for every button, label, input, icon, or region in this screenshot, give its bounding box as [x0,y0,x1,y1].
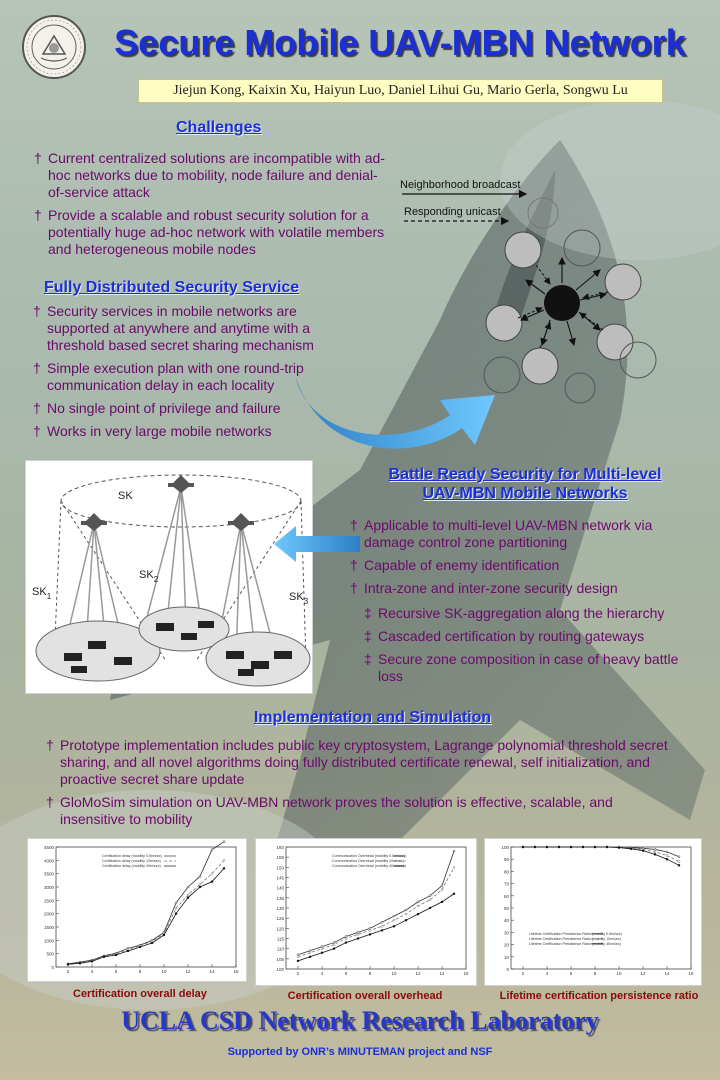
x-tick-label: 16 [463,971,469,976]
data-point [618,847,620,849]
data-point [151,942,153,944]
y-tick-label: 145 [276,875,284,881]
data-point [309,950,311,952]
data-point [642,850,644,852]
list-item: † Capable of enemy identification [350,557,560,573]
y-tick-label: 3000 [43,885,54,890]
x-tick-label: 10 [161,969,167,974]
lab-name: UCLA CSD Network Research Laboratory [121,1006,599,1035]
data-point [654,848,656,850]
x-tick-label: 2 [521,971,525,976]
data-point [175,913,177,915]
data-point [429,907,431,909]
x-tick-label: 6 [114,969,118,974]
sk1-label: $SK_1$ [32,586,52,601]
dagger-bullet-icon: † [46,794,54,810]
x-tick-label: 12 [640,971,646,976]
sk-label: SK [118,490,133,502]
data-point [369,929,371,931]
x-tick-label: 4 [545,971,549,976]
hierarchy-figure [25,460,313,694]
data-point [321,952,323,954]
data-point [417,913,419,915]
network-node [620,342,656,378]
data-point [115,954,117,956]
x-tick-label: 10 [616,971,622,976]
data-point [534,846,536,848]
list-item: † Prototype implementation includes public key cryptosystem, Lagrange polynomial threshold secret sharing, and all novel algorithms doing fully distributed certificate renewal, self initialization, and proactive secret share update [46,737,668,787]
x-tick-label: 4 [90,969,94,974]
data-point [223,867,225,869]
data-point [558,846,560,848]
list-item: † Current centralized solutions are incompatible with ad-hoc networks due to mobility, node failure and denial-of-service attack [34,150,385,200]
x-tick-label: 6 [344,971,348,976]
x-tick-label: 6 [569,971,573,976]
x-tick-label: 12 [415,971,421,976]
legend-broadcast-label: Neighborhood broadcast [400,179,521,191]
y-tick-label: 3500 [43,871,54,877]
y-tick-label: 50 [503,906,509,911]
data-point [393,925,395,927]
chart-persistence-caption: Lifetime certification persistence ratio [499,990,699,1002]
data-point [127,950,129,952]
data-point [405,919,407,921]
y-tick-label: 1000 [43,938,54,944]
network-node [522,348,558,384]
data-point [369,927,371,929]
data-point [654,851,656,853]
university-seal-logo [21,14,87,80]
x-tick-label: 12 [185,969,191,974]
y-tick-label: 70 [503,881,509,887]
y-tick-label: 40 [503,918,509,924]
data-point [570,846,572,848]
legend-entry: Lifetime Certification Persistence Ratio (mobility 0.5m/sec) [529,931,622,936]
y-tick-label: 135 [276,895,284,901]
data-point [187,886,189,888]
y-tick-label: 2000 [43,911,54,917]
sk3-label: $SK_3$ [289,591,309,606]
battle-list [350,517,700,603]
data-point [393,919,395,921]
y-tick-label: 130 [276,906,284,911]
data-point [381,921,383,923]
legend-entry: Certification delay (mobility 0.5m/sec) [102,854,162,858]
data-point [163,934,165,936]
dagger-bullet-icon: † [34,207,42,223]
data-point [91,960,93,962]
data-point [453,866,455,868]
data-point [546,846,548,848]
support-note: Supported by ONR’s MINUTEMAN project and NSF [227,1046,493,1058]
data-point [357,938,359,940]
x-tick-label: 14 [664,971,670,976]
data-point [321,948,323,950]
y-tick-label: 2500 [43,898,54,904]
y-tick-label: 100 [276,967,284,972]
data-point [429,899,431,901]
battle-sub-list [364,605,694,691]
y-tick-label: 4500 [43,845,54,850]
curved-arrow-icon [290,370,510,460]
data-point [297,956,299,958]
dagger-bullet-icon: † [350,557,358,573]
x-tick-label: 8 [593,971,597,976]
data-point [187,894,189,896]
data-point [333,948,335,950]
data-point [381,929,383,931]
chart-persistence-panel [484,838,702,986]
y-tick-label: 155 [276,855,284,861]
x-tick-label: 8 [138,969,142,974]
data-point [594,846,596,848]
data-point [453,893,455,895]
network-node [486,305,522,341]
y-tick-label: 105 [276,956,284,962]
data-point [654,853,656,855]
network-node [505,232,541,268]
data-point [199,875,201,877]
data-point [666,851,668,853]
data-point [429,895,431,897]
data-point [417,901,419,903]
list-item: † Works in very large mobile networks [33,423,272,439]
data-point [297,960,299,962]
dagger-bullet-icon: † [33,400,41,416]
data-point [345,938,347,940]
data-point [211,849,213,851]
data-point [453,850,455,852]
y-tick-label: 120 [276,926,284,932]
list-item: ‡ Recursive SK-aggregation along the hierarchy [364,605,665,621]
y-tick-label: 125 [276,916,284,922]
dagger-bullet-icon: † [33,360,41,376]
y-tick-label: 100 [501,845,509,850]
data-point [333,942,335,944]
data-point [199,886,201,888]
legend-entry: Communication Overhead (mobility 0.5m/sec) [332,854,405,858]
left-arrow-icon [272,524,362,564]
y-tick-label: 140 [276,885,284,891]
data-point [678,861,680,863]
list-item: † GloMoSim simulation on UAV-MBN network proves the solution is effective, scalable, and insensitive to mobility [46,794,613,827]
dagger-bullet-icon: † [350,580,358,596]
data-point [405,913,407,915]
y-tick-label: 4000 [43,858,54,864]
data-point [357,931,359,933]
y-tick-label: 60 [503,893,509,899]
data-point [309,956,311,958]
data-point [79,962,81,964]
data-point [333,944,335,946]
legend-entry: Communication Overhead (mobility 40m/sec) [332,864,404,868]
data-point [441,885,443,887]
chart-overhead-panel [255,838,477,986]
challenges-heading: Challenges [176,119,262,136]
x-tick-label: 10 [391,971,397,976]
data-point [345,935,347,937]
list-item: † Intra-zone and inter-zone security design [350,580,618,596]
hierarchy-diagram [26,461,312,693]
battle-heading: Battle Ready Security for Multi-level UAV-MBN Mobile Networks [388,466,662,502]
x-tick-label: 4 [320,971,324,976]
data-point [175,902,177,904]
chart-delay [28,839,246,981]
data-point [678,856,680,858]
y-tick-label: 1500 [43,925,54,930]
data-point [187,897,189,899]
x-tick-label: 2 [66,969,70,974]
data-point [417,905,419,907]
dagger-bullet-icon: † [34,150,42,166]
implementation-heading: Implementation and Simulation [253,709,492,726]
chart-overhead-caption: Certification overall overhead [287,990,443,1002]
double-dagger-bullet-icon: ‡ [364,605,372,621]
list-item: † Simple execution plan with one round-trip communication delay in each locality [33,360,304,393]
data-point [309,952,311,954]
double-dagger-bullet-icon: ‡ [364,628,372,644]
data-point [223,841,225,843]
y-tick-label: 10 [503,954,509,960]
dagger-bullet-icon: † [350,517,358,533]
authors-banner: Jiejun Kong, Kaixin Xu, Haiyun Luo, Daniel Lihui Gu, Mario Gerla, Songwu Lu [138,79,663,103]
data-point [211,881,213,883]
list-item: ‡ Cascaded certification by routing gateways [364,628,645,644]
list-item: † Applicable to multi-level UAV-MBN network via damage control zone partitioning [350,517,653,550]
y-tick-label: 160 [276,845,284,850]
network-node [565,373,595,403]
data-point [582,846,584,848]
dagger-bullet-icon: † [33,303,41,319]
y-tick-label: 0 [51,965,54,970]
uav-icons [81,475,254,531]
list-item: † No single point of privilege and failure [33,400,281,416]
data-point [199,883,201,885]
x-tick-label: 14 [439,971,445,976]
data-point [103,956,105,958]
x-tick-label: 16 [233,969,239,974]
distributed-heading: Fully Distributed Security Service [44,279,300,296]
x-tick-label: 2 [296,971,300,976]
y-tick-label: 150 [276,865,284,871]
y-tick-label: 500 [46,951,54,957]
y-tick-label: 80 [503,869,509,875]
data-point [223,859,225,861]
dagger-bullet-icon: † [46,737,54,753]
double-dagger-bullet-icon: ‡ [364,651,372,667]
data-point [405,909,407,911]
legend-entry: Lifetime Certification Persistence Ratio (mobility 10m/sec) [529,936,621,941]
poster-title: Secure Mobile UAV-MBN Network [114,22,686,63]
x-tick-label: 8 [368,971,372,976]
series-line [68,868,224,964]
legend-entry: Communication Overhead (mobility 10m/sec) [332,859,404,863]
network-node [605,264,641,300]
y-tick-label: 90 [503,857,509,863]
series-line [298,867,454,956]
x-tick-label: 14 [209,969,215,974]
data-point [522,846,524,848]
legend-unicast-label: Responding unicast [404,206,501,218]
data-point [381,925,383,927]
list-item: † Security services in mobile networks are supported at anywhere and anytime with a threshold based secret sharing mechanism [33,303,314,353]
y-tick-label: 20 [503,942,509,948]
data-point [297,954,299,956]
center-node [544,285,580,321]
challenges-list [34,150,386,264]
data-point [441,901,443,903]
data-point [139,946,141,948]
network-node [564,230,600,266]
sk2-label: $SK_2$ [139,569,159,584]
data-point [345,942,347,944]
legend-entry: Certification delay (mobility 40m/sec) [102,864,161,868]
x-tick-label: 16 [688,971,694,976]
plot-frame [511,847,691,969]
data-point [441,889,443,891]
y-tick-label: 115 [276,936,284,942]
data-point [393,915,395,917]
list-item: ‡ Secure zone composition in case of heavy battle loss [364,651,679,684]
data-point [321,946,323,948]
implementation-list [46,737,676,834]
data-point [67,963,69,965]
data-point [357,933,359,935]
legend-entry: Lifetime Certification Persistence Ratio (mobility 40m/sec) [529,941,621,946]
dagger-bullet-icon: † [33,423,41,439]
data-point [175,907,177,909]
y-tick-label: 0 [506,967,509,972]
chart-delay-panel [27,838,247,982]
data-point [666,855,668,857]
y-tick-label: 110 [276,946,284,952]
data-point [369,933,371,935]
data-point [666,858,668,860]
legend-entry: Certification delay (mobility 10m/sec) [102,859,161,863]
data-point [211,873,213,875]
data-point [678,864,680,866]
data-point [606,846,608,848]
series-line [298,894,454,961]
chart-delay-caption: Certification overall delay [73,988,207,1000]
list-item: † Provide a scalable and robust security solution for a potentially huge ad-hoc network with volatile members and heterogeneous mobile nodes [34,207,385,257]
data-point [630,848,632,850]
y-tick-label: 30 [503,930,509,936]
network-node [528,198,558,228]
chart-overhead [256,839,476,985]
chart-persistence [485,839,701,985]
